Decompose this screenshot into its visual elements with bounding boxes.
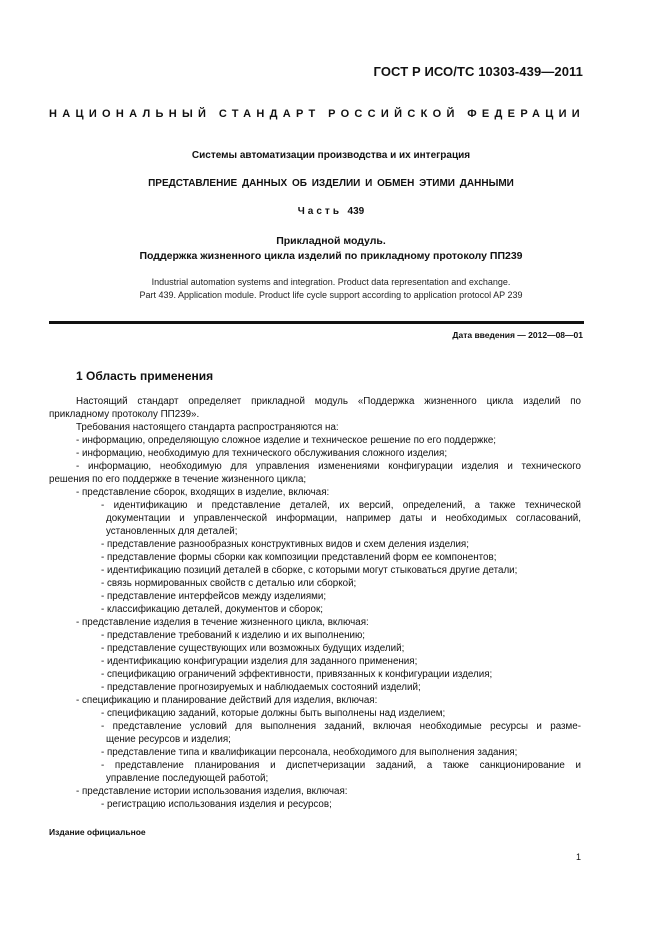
section-heading: 1 Область применения [76, 369, 214, 383]
list-item: - представление планирования и диспетчеризации заданий, а также санкционирование и [101, 760, 581, 771]
english-title-line: Industrial automation systems and integration. Product data representation and exchange. [151, 277, 511, 287]
module-title-line: Поддержка жизненного цикла изделий по прикладному протоколу ПП239 [139, 250, 523, 262]
list-item: - представление требований к изделию и их выполнению; [101, 630, 366, 641]
document-code: ГОСТ Р ИСО/ТС 10303-439—2011 [373, 64, 583, 79]
list-item: щение ресурсов и изделия; [106, 734, 231, 745]
header-rule [49, 321, 584, 324]
list-item: - идентификацию конфигурации изделия для заданного применения; [101, 656, 418, 667]
part-word: Часть [297, 206, 342, 217]
list-item: управление последующей работой; [106, 773, 269, 784]
part-number: 439 [347, 206, 365, 217]
list-item: - представление сборок, входящих в изделие, включая: [76, 487, 330, 498]
banner-word: НАЦИОНАЛЬНЫЙ [49, 108, 212, 120]
main-title: ПРЕДСТАВЛЕНИЕ ДАННЫХ ОБ ИЗДЕЛИИ И ОБМЕН ЭТИМИ ДАННЫМИ [148, 178, 514, 189]
english-title-line: Part 439. Application module. Product life cycle support according to application protocol AP 239 [139, 290, 523, 300]
page-number: 1 [576, 852, 582, 862]
list-item: установленных для деталей; [106, 526, 238, 537]
banner-word: РОССИЙСКОЙ [328, 108, 460, 120]
module-title [49, 234, 613, 264]
list-item: - представление истории использования изделия, включая: [76, 786, 348, 797]
list-item: - представление прогнозируемых и наблюдаемых состояний изделий; [101, 682, 421, 693]
list-item: документации и управленческой информации, например даты и необходимых согласований, [106, 513, 581, 524]
list-item: - спецификацию и планирование действий для изделия, включая: [76, 695, 378, 706]
list-item: - связь нормированных свойств с деталью или сборкой; [101, 578, 357, 589]
list-item: - представление формы сборки как композиции представлений форм ее компонентов; [101, 552, 497, 563]
list-item: - классификацию деталей, документов и сборок; [101, 604, 323, 615]
list-item: - информацию, необходимую для управления изменениями конфигурации изделия и технического [76, 461, 581, 472]
banner-word: СТАНДАРТ [218, 108, 321, 120]
english-title [49, 276, 613, 302]
list-item: - идентификацию и представление деталей, их версий, определений, а также технической [101, 500, 581, 511]
list-item: - представление условий для выполнения заданий, включая необходимые ресурсы и разме- [101, 721, 581, 732]
list-item: - представление типа и квалификации персонала, необходимого для выполнения задания; [101, 747, 518, 758]
body-line: прикладному протоколу ПП239». [49, 409, 200, 420]
list-item: - спецификацию ограничений эффективности, привязанных к конфигурации изделия; [101, 669, 493, 680]
intro-date: Дата введения — 2012—08—01 [452, 330, 583, 340]
list-item: - информацию, необходимую для технического обслуживания сложного изделия; [76, 448, 448, 459]
list-item: - регистрацию использования изделия и ресурсов; [101, 799, 332, 810]
series-subtitle: Системы автоматизации производства и их интеграция [191, 150, 471, 161]
body-line: Настоящий стандарт определяет прикладной модуль «Поддержка жизненного цикла изделий по [76, 396, 581, 407]
official-edition-label: Издание официальное [49, 827, 146, 837]
list-item: - идентификацию позиций деталей в сборке, с которыми могут стыковаться другие детали; [101, 565, 518, 576]
list-item: - представление изделия в течение жизненного цикла, включая: [76, 617, 369, 628]
list-item: - спецификацию заданий, которые должны быть выполнены над изделием; [101, 708, 446, 719]
part-label [49, 206, 613, 217]
national-standard-banner [49, 108, 585, 120]
list-item: - представление интерфейсов между изделиями; [101, 591, 327, 602]
list-item: - представление существующих или возможных будущих изделий; [101, 643, 405, 654]
body-line: Требования настоящего стандарта распространяются на: [76, 422, 339, 433]
list-item: - информацию, определяющую сложное изделие и техническое решение по его поддержке; [76, 435, 497, 446]
list-item: решения по его поддержке в течение жизненного цикла; [49, 474, 307, 485]
module-title-line: Прикладной модуль. [276, 235, 386, 247]
banner-word: ФЕДЕРАЦИИ [467, 108, 585, 120]
list-item: - представление разнообразных конструктивных видов и схем деления изделия; [101, 539, 469, 550]
